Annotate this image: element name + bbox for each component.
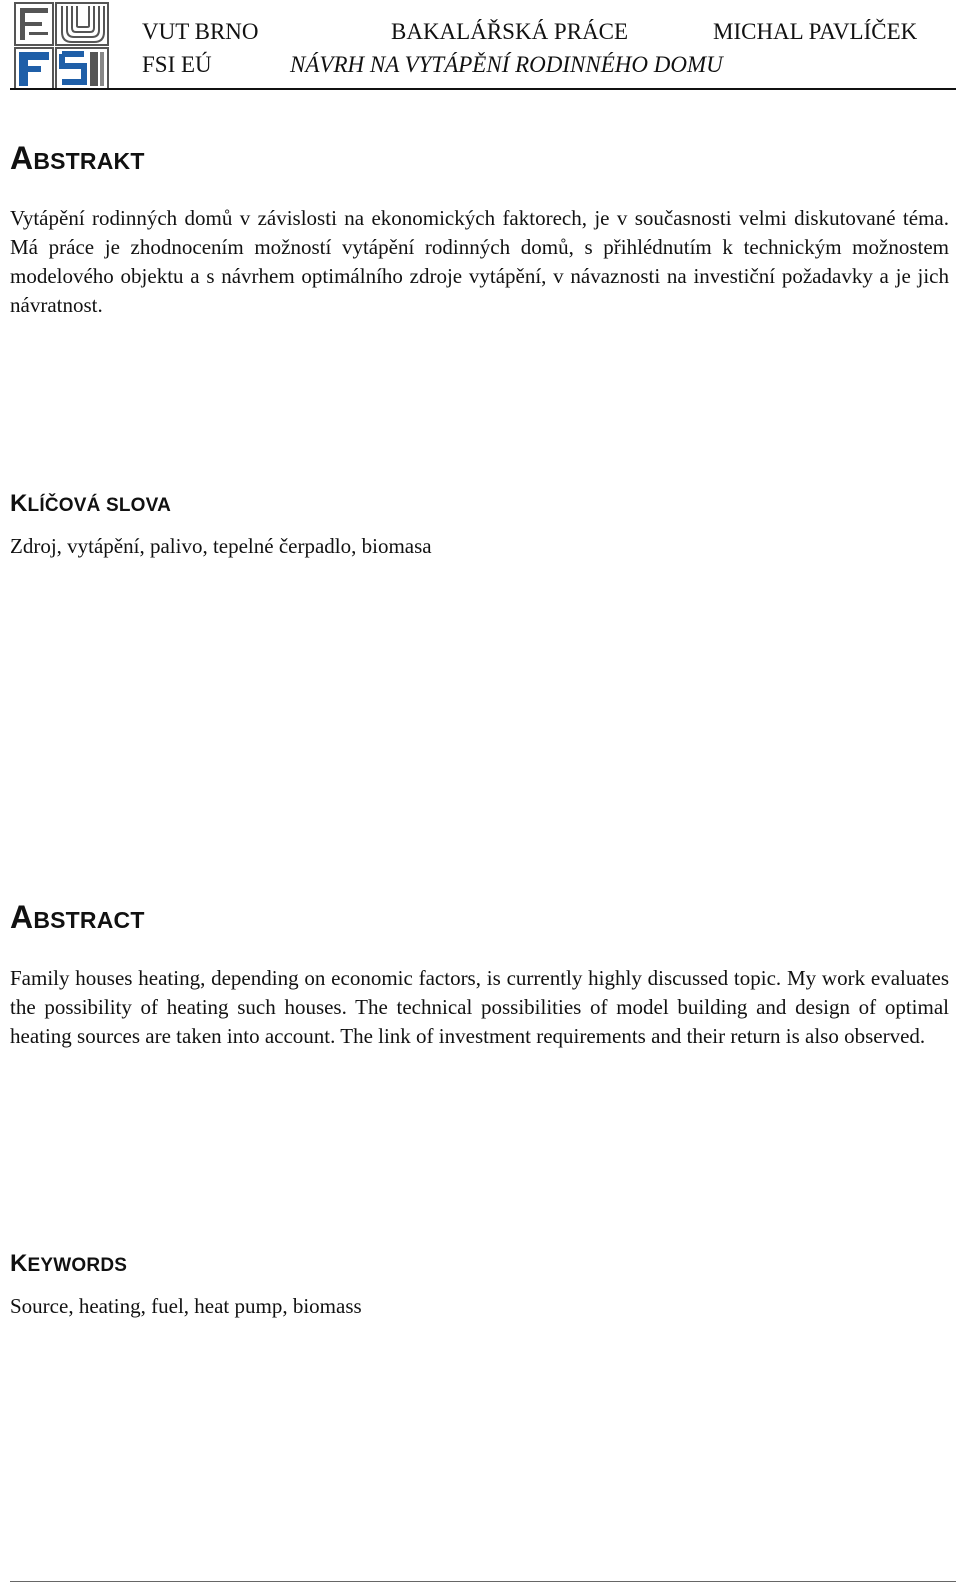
header-university: VUT BRNO (142, 19, 259, 44)
keywords-heading-rest: EYWORDS (27, 1255, 128, 1276)
klicova-slova-heading (10, 490, 171, 518)
footer-divider (10, 1581, 956, 1582)
header-author: MICHAL PAVLÍČEK (713, 19, 918, 44)
abstract-heading-initial: A (10, 899, 34, 935)
abstract-heading (10, 899, 145, 936)
keywords-heading (10, 1250, 127, 1278)
header-faculty: FSI EÚ (142, 52, 212, 77)
abstrakt-heading (10, 140, 145, 177)
klicova-slova-text: Zdroj, vytápění, palivo, tepelné čerpadlo, biomasa (10, 534, 432, 558)
header-document-type: BAKALÁŘSKÁ PRÁCE (391, 19, 629, 44)
keywords-heading-initial: K (10, 1250, 28, 1277)
abstract-heading-rest: BSTRACT (33, 907, 145, 933)
keywords-text: Source, heating, fuel, heat pump, biomass (10, 1294, 362, 1318)
klicova-slova-heading-rest: LÍČOVÁ SLOVA (27, 495, 172, 516)
abstrakt-heading-rest: BSTRAKT (33, 148, 145, 174)
abstract-text: Family houses heating, depending on economic factors, is currently highly discussed topic. My work evaluates the possibility of heating such houses. The technical possibilities of model building and design of optimal heating sources are taken into account. The link of investment requirements and their return is also observed. (10, 966, 949, 1048)
abstrakt-text: Vytápění rodinných domů v závislosti na ekonomických faktorech, je v současnosti velmi diskutované téma. Má práce je zhodnocením možností vytápění rodinných domů, s přihlédnutím k technickým možnostem modelového objektu a s návrhem optimálního zdroje vytápění, v návaznosti na investiční požadavky a je jich návratnost. (10, 206, 949, 317)
fsi-logo-icon (14, 2, 110, 90)
header-thesis-title: NÁVRH NA VYTÁPĚNÍ RODINNÉHO DOMU (290, 52, 723, 77)
klicova-slova-heading-initial: K (10, 490, 28, 517)
abstrakt-heading-initial: A (10, 140, 34, 176)
header-divider (10, 88, 956, 90)
